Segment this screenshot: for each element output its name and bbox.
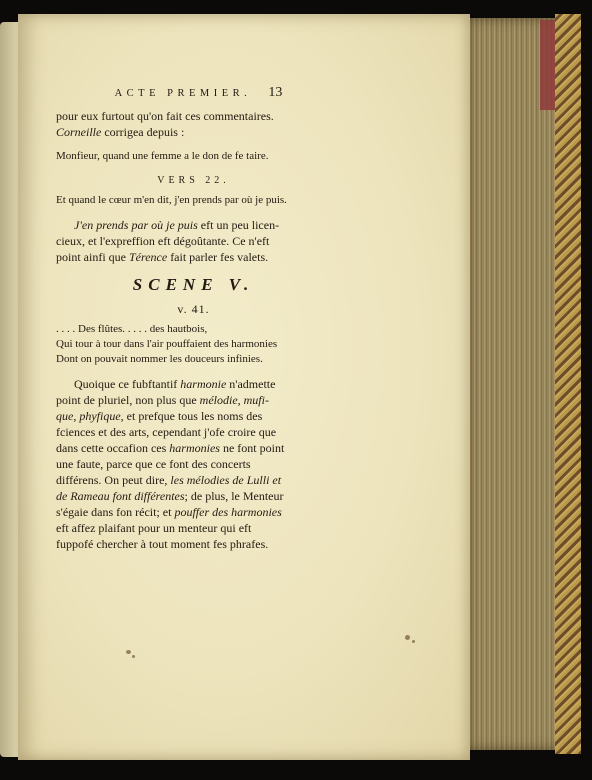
- text-span: eft affez plaifant pour un menteur qui eft: [56, 521, 252, 535]
- text-span: pour eux furtout qu'on fait ces commentaires.: [56, 109, 274, 123]
- page-stack-edges: [458, 18, 558, 750]
- text-span: corrigea depuis :: [101, 125, 185, 139]
- italic-phrase: J'en prends par où je puis: [74, 218, 198, 232]
- citation-line: . . . . Des flûtes. . . . . des hautbois,: [56, 323, 208, 335]
- book-cover-edge: [555, 14, 581, 754]
- text-span: fait parler fes valets.: [167, 250, 269, 264]
- text-span: point ainfi que: [56, 250, 129, 264]
- page-text: [56, 85, 331, 552]
- text-span: différens. On peut dire,: [56, 473, 171, 487]
- running-head-title: ACTE PREMIER.: [114, 88, 252, 99]
- text-span: une faute, parce que ce font des concerts: [56, 457, 251, 471]
- foxing-spot: [132, 655, 135, 658]
- italic-phrase: harmonie: [180, 377, 227, 391]
- foxing-spot: [126, 650, 131, 654]
- text-span: cieux, et l'expreffion eft dégoûtante. Ce n'eft: [56, 234, 270, 248]
- quote-line: Et quand le cœur m'en dit, j'en prends par où je puis.: [56, 194, 287, 206]
- text-span: Quoique ce fubftantif: [74, 377, 181, 391]
- italic-phrase: mélodie, mufi-: [199, 393, 269, 407]
- italic-phrase: que, phyfique: [56, 409, 121, 423]
- italic-phrase: harmonies: [169, 441, 220, 455]
- paragraph-2: [56, 376, 331, 552]
- text-span: fciences et des arts, cependant j'ofe croire que: [56, 425, 277, 439]
- text-line: [56, 124, 331, 140]
- text-span: dans cette occafion ces: [56, 441, 170, 455]
- foxing-spot: [405, 635, 410, 640]
- author-name: Térence: [128, 250, 168, 264]
- text-line: [56, 108, 331, 124]
- italic-phrase: pouffer des harmonies: [174, 505, 282, 519]
- citation-line: Dont on pouvait nommer les douceurs infinies.: [56, 353, 263, 365]
- foxing-spot: [412, 640, 415, 643]
- scene-title: SCENE V.: [132, 275, 255, 294]
- verse-ref: v. 41.: [177, 302, 210, 316]
- text-span: point de pluriel, non plus que: [56, 393, 200, 407]
- author-name: Corneille: [56, 125, 102, 139]
- vers-heading: VERS 22.: [157, 175, 230, 186]
- text-span: fuppofé chercher à tout moment fes phrafes.: [56, 537, 269, 551]
- italic-phrase: les mélodies de Lulli et: [170, 473, 282, 487]
- text-span: , et prefque tous les noms des: [120, 409, 263, 423]
- paragraph-1: [56, 217, 331, 265]
- text-span: eft un peu licen-: [197, 218, 280, 232]
- italic-phrase: de Rameau font différentes: [56, 489, 185, 503]
- quote-line: Monfieur, quand une femme a le don de fe taire.: [56, 150, 269, 162]
- text-span: n'admette: [226, 377, 276, 391]
- text-span: s'égaie dans fon récit; et: [56, 505, 175, 519]
- citation-line: Qui tour à tour dans l'air pouffaient des harmonies: [56, 338, 278, 350]
- text-span: ; de plus, le Menteur: [184, 489, 284, 503]
- running-head: [66, 85, 331, 102]
- text-span: ne font point: [219, 441, 285, 455]
- page-number: 13: [268, 85, 283, 100]
